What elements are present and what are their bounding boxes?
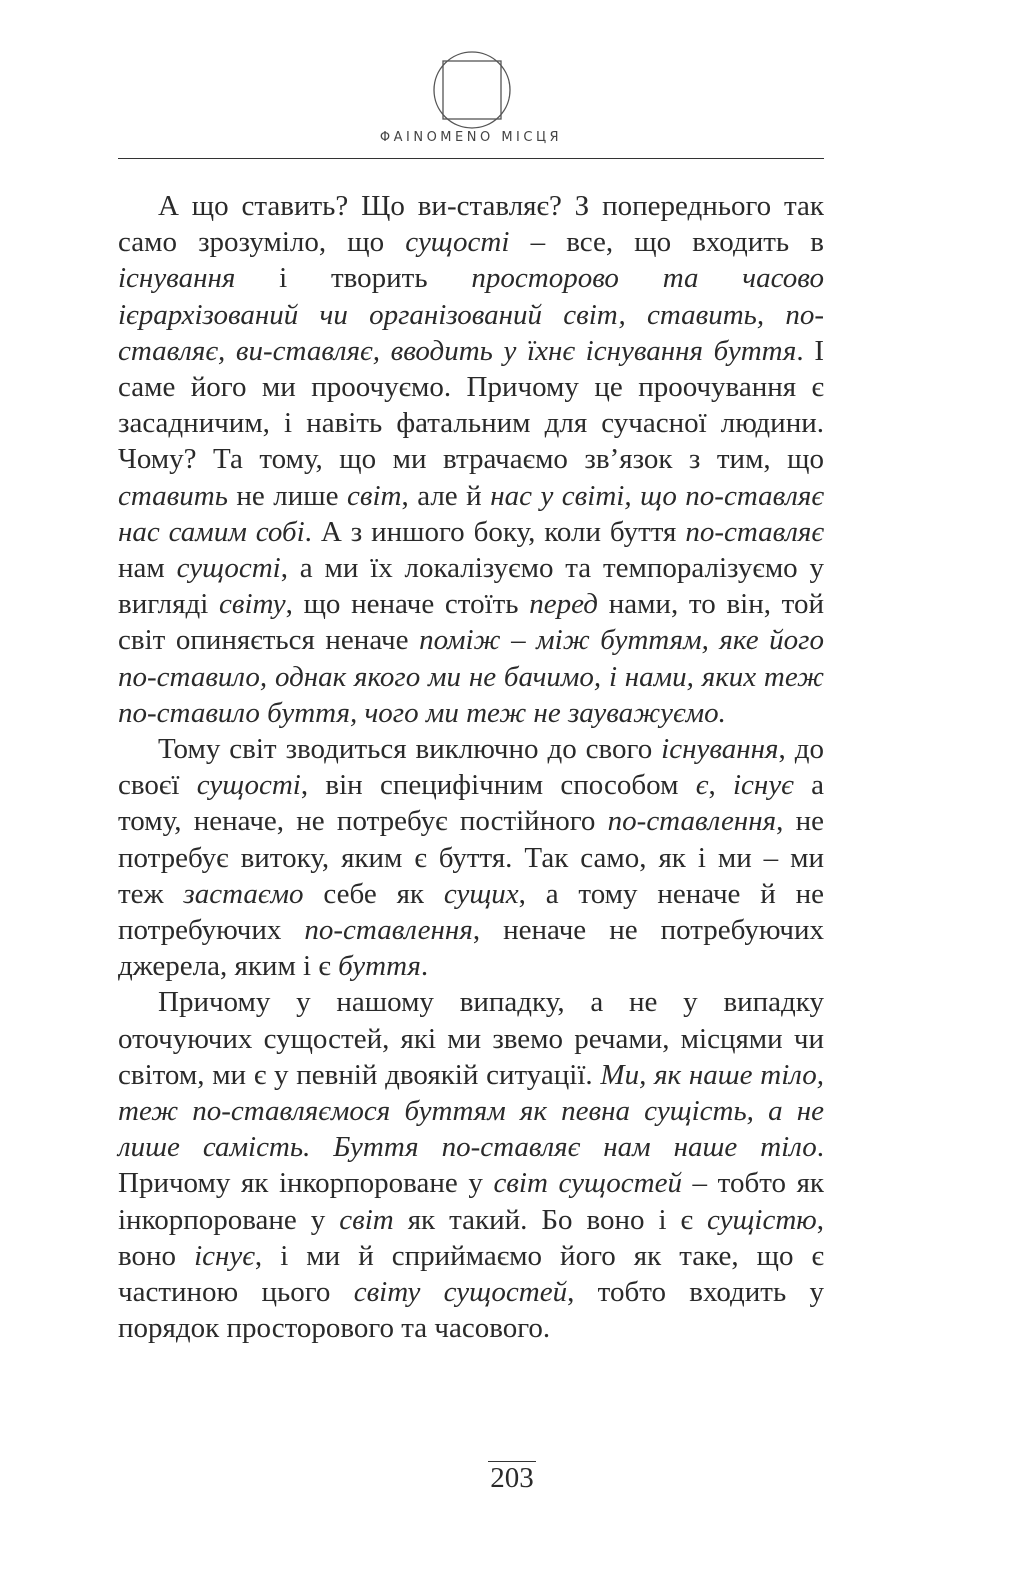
italic-run: світ [346, 479, 402, 512]
text-run: , і ми й сприймаємо його як таке, що є частиною цього [118, 1239, 824, 1309]
italic-run: світу [218, 588, 286, 621]
page-number-text: 203 [490, 1462, 534, 1494]
text-run: , воно [118, 1203, 824, 1272]
italic-run: світ сущостей [493, 1167, 682, 1200]
text-run: . І саме його ми проочуємо. Причому це проочування є засадничим, і навіть фатальним для сучасної людини. Чому? Та тому, що ми втрачаємо зв’язок з тим, що [118, 334, 824, 476]
text-run: . А з иншого боку, коли буття [304, 515, 686, 548]
running-head: ΦAINOMENO МІСЦЯ [379, 130, 563, 145]
text-run: , не потребує витоку, яким є буття. Так само, як і ми – ми теж [118, 805, 824, 910]
italic-run: сущості [405, 226, 510, 259]
text-run: , а тому неначе й не потребуючих [118, 877, 824, 947]
text-run: і творить [235, 262, 472, 295]
text-run: , до своєї [118, 733, 824, 802]
italic-run: сущих [443, 877, 519, 910]
italic-run: по-ставлення [304, 914, 473, 947]
italic-run: є [695, 769, 709, 802]
text-run: – тобто як інкорпороване у [118, 1167, 825, 1236]
page-number [0, 1462, 1024, 1495]
text-run: . Причому як інкорпороване у [118, 1131, 824, 1200]
text-run: , [708, 769, 733, 802]
text-run: , неначе не потребуючих джерела, яким і є [118, 914, 824, 983]
paragraph [118, 984, 824, 1346]
italic-run: ставить [118, 479, 228, 512]
paragraph [118, 731, 824, 984]
text-run: як такий. Бо воно і є [393, 1203, 707, 1236]
italic-run: буття [338, 950, 421, 983]
text-run: не лише [227, 479, 347, 512]
italic-run: сущістю [706, 1203, 817, 1236]
italic-run: існування [661, 733, 779, 766]
text-run: , але й [401, 479, 491, 512]
text-run: , тобто входить у порядок просторового та часового. [118, 1276, 825, 1345]
italic-run: по-ставляє [685, 515, 824, 548]
italic-run: поміж – між буттям, яке його по-ставило, однак якого ми не бачимо, і нами, яких теж по-ставило буття, чого ми теж не зауважуємо. [118, 624, 824, 729]
text-run: себе як [303, 877, 444, 910]
italic-run: світ [339, 1203, 394, 1236]
text-run: Тому світ зводиться виключно до свого [158, 733, 662, 766]
italic-run: сущості [196, 769, 301, 802]
italic-run: існує [194, 1239, 255, 1272]
text-run: а тому, неначе, не потребує постійного [118, 769, 825, 838]
italic-run: сущості [176, 552, 281, 585]
italic-run: застаємо [183, 877, 304, 910]
italic-run: просторово та часово ієрархізований чи організований світ, ставить, по-ставляє, ви-ставляє, вводить у їхнє існування буття [118, 262, 824, 367]
text-run: Причому у нашому випадку, а не у випадку оточуючих сущостей, які ми звемо речами, місцями чи світом, ми є у певній двоякій ситуації. [118, 986, 824, 1091]
paragraph [118, 188, 824, 731]
italic-run: Ми, як наше тіло, теж по-ставляємося буттям як певна сущість, а не лише самість. Буття по-ставляє нам наше тіло [118, 1058, 825, 1164]
text-run: – все, що входить в [509, 226, 824, 259]
text-run: , а ми їх локалізуємо та темпоралізуємо у вигляді [118, 552, 824, 621]
text-run: А що ставить? Що ви-ставляє? З попереднього так само зрозуміло, що [118, 190, 824, 259]
header-rule [118, 158, 824, 159]
italic-run: нас у світі, що по-ставляє нас самим собі [118, 479, 824, 548]
italic-run: існування [118, 262, 236, 295]
italic-run: перед [529, 588, 598, 621]
body-text [118, 188, 824, 1347]
text-run: . [420, 950, 429, 983]
italic-run: світу сущостей [353, 1276, 568, 1309]
text-run: , він специфічним способом [300, 769, 696, 802]
emblem-circle-square-icon [432, 50, 512, 130]
text-run: нами, то він, той світ опиняється неначе [118, 588, 824, 657]
text-run: , що неначе стоїть [285, 588, 530, 621]
text-run: нам [118, 552, 177, 585]
italic-run: по-ставлення [607, 805, 777, 838]
italic-run: існує [733, 769, 794, 802]
